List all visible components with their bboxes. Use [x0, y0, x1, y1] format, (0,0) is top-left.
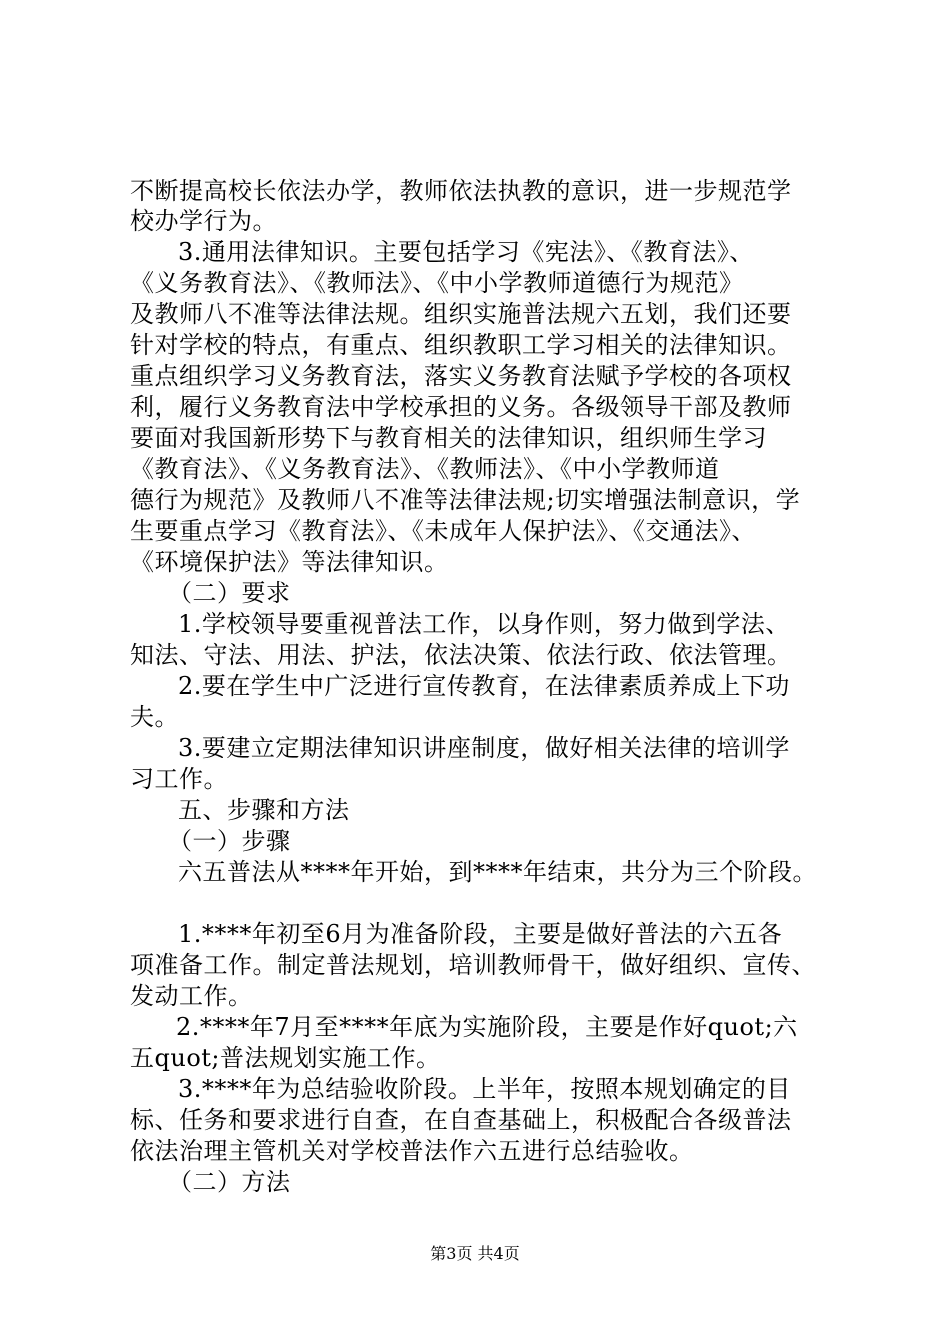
text-line: 3.通用法律知识。主要包括学习《宪法》、《教育法》、 [178, 238, 754, 266]
text-line: 2.要在学生中广泛进行宣传教育，在法律素质养成上下功 [178, 672, 790, 700]
page-number: 第3页 共4页 [430, 1244, 520, 1263]
text-line: 德行为规范》及教师八不准等法律法规;切实增强法制意识，学 [130, 486, 801, 514]
text-line: 1.学校领导要重视普法工作，以身作则，努力做到学法、 [178, 610, 790, 638]
text-line: 1.****年初至6月为准备阶段，主要是做好普法的六五各 [178, 920, 783, 948]
text-line: 依法治理主管机关对学校普法作六五进行总结验收。 [130, 1137, 694, 1165]
text-line: 习工作。 [130, 765, 228, 793]
section-heading: （一）步骤 [168, 827, 291, 855]
text-line: 夫。 [130, 703, 179, 731]
text-line: 发动工作。 [130, 982, 253, 1010]
text-line: 六五普法从****年开始，到****年结束，共分为三个阶段。 [178, 858, 817, 886]
text-line: 重点组织学习义务教育法，落实义务教育法赋予学校的各项权 [130, 362, 792, 390]
text-line: 要面对我国新形势下与教育相关的法律知识，组织师生学习 [130, 424, 767, 452]
section-heading: （二）方法 [168, 1168, 291, 1196]
text-line: 不断提高校长依法办学，教师依法执教的意识，进一步规范学 [130, 177, 792, 205]
text-line: 校办学行为。 [130, 207, 277, 235]
text-line: 针对学校的特点，有重点、组织教职工学习相关的法律知识。 [130, 331, 792, 359]
text-line: 3.要建立定期法律知识讲座制度，做好相关法律的培训学 [178, 734, 790, 762]
section-heading: （二）要求 [168, 579, 291, 607]
text-line: 知法、守法、用法、护法，依法决策、依法行政、依法管理。 [130, 641, 792, 669]
text-line: 项准备工作。制定普法规划，培训教师骨干，做好组织、宣传、 [130, 951, 816, 979]
text-line: 3.****年为总结验收阶段。上半年，按照本规划确定的目 [178, 1075, 791, 1103]
text-line: 《义务教育法》、《教师法》、《中小学教师道德行为规范》 [130, 269, 744, 297]
text-line: 2.****年7月至****年底为实施阶段，主要是作好quot;六 [176, 1013, 798, 1041]
text-line: 《教育法》、《义务教育法》、《教师法》、《中小学教师道 [130, 455, 720, 483]
text-line: 生要重点学习《教育法》、《未成年人保护法》、《交通法》、 [130, 517, 756, 545]
text-line: 及教师八不准等法律法规。组织实施普法规六五划，我们还要 [130, 300, 792, 328]
text-line: 五quot;普法规划实施工作。 [130, 1044, 441, 1072]
text-line: 《环境保护法》等法律知识。 [130, 548, 449, 576]
text-line: 标、任务和要求进行自查，在自查基础上，积极配合各级普法 [130, 1106, 792, 1134]
text-line: 利，履行义务教育法中学校承担的义务。各级领导干部及教师 [130, 393, 792, 421]
section-heading: 五、步骤和方法 [178, 796, 350, 824]
